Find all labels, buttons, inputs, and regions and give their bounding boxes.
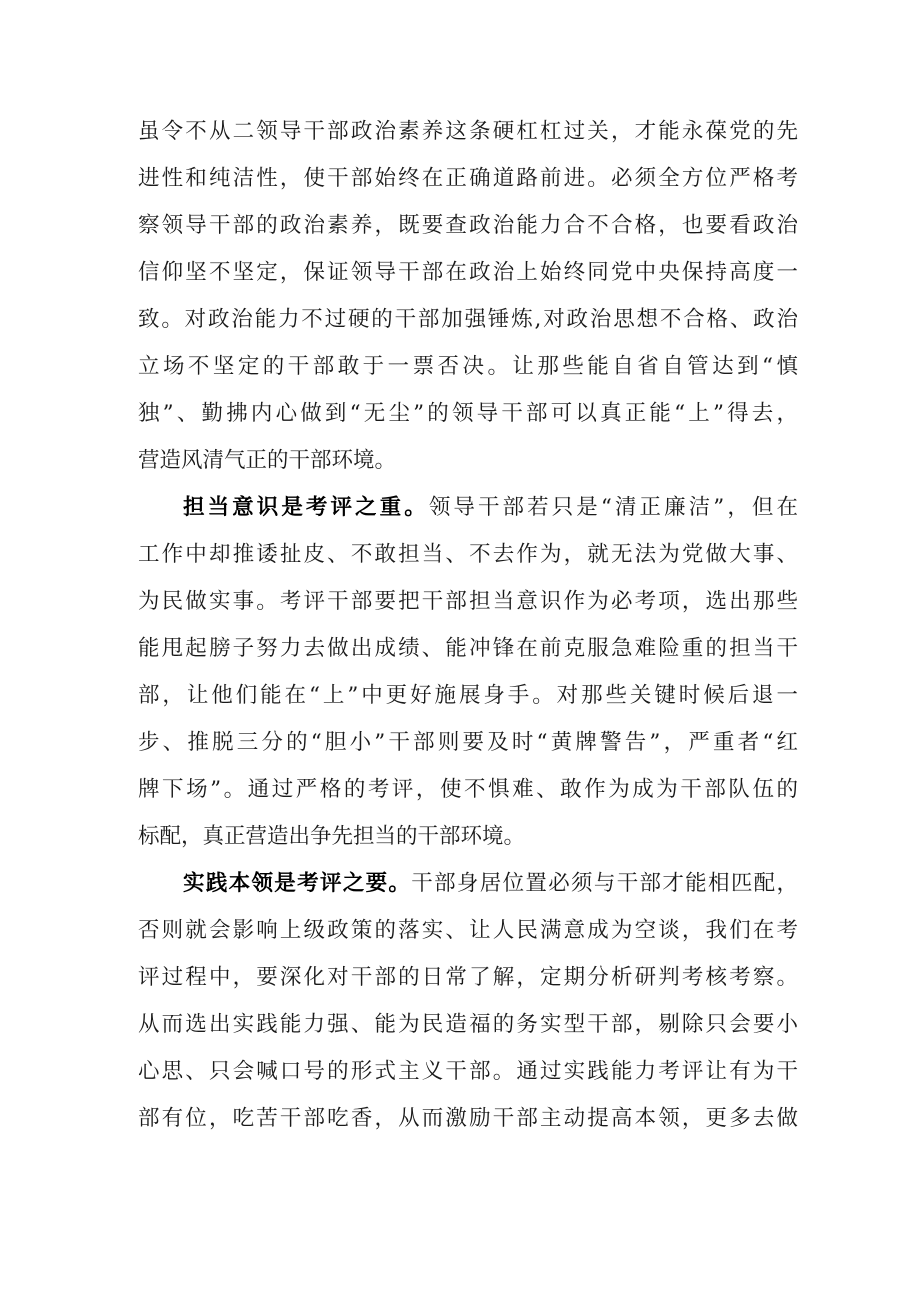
text-line: 信仰坚不坚定，保证领导干部在政治上始终同党中央保持高度一 bbox=[138, 260, 798, 285]
text-line: 为民做实事。考评干部要把干部担当意识作为必考项，选出那些 bbox=[138, 589, 798, 614]
text-line: 工作中却推诿扯皮、不敢担当、不去作为，就无法为党做大事、 bbox=[138, 542, 798, 567]
text-line: 牌下场”。通过严格的考评，使不惧难、敢作为成为干部队伍的 bbox=[138, 777, 798, 802]
text-line: 否则就会影响上级政策的落实、让人民满意成为空谈，我们在考 bbox=[138, 918, 798, 943]
text-line: 部有位，吃苦干部吃香，从而激励干部主动提高本领，更多去做 bbox=[138, 1106, 798, 1131]
text-span: 干部身居位置必须与干部才能相匹配， bbox=[411, 871, 798, 896]
text-line: 从而选出实践能力强、能为民造福的务实型干部，剔除只会要小 bbox=[138, 1012, 798, 1037]
text-line: 部，让他们能在“上”中更好施展身手。对那些关键时候后退一 bbox=[138, 683, 798, 708]
text-line: 营造风清气正的干部环境。 bbox=[138, 448, 397, 473]
text-line bbox=[138, 484, 798, 531]
paragraph-2 bbox=[138, 484, 798, 860]
text-line: 标配，真正营造出争先担当的干部环境。 bbox=[138, 824, 526, 849]
text-line: 进性和纯洁性，使干部始终在正确道路前进。必须全方位严格考 bbox=[138, 166, 798, 191]
text-span: 领导干部若只是“清正廉洁”，但在 bbox=[428, 495, 798, 520]
paragraph-heading: 实践本领是考评之要。 bbox=[183, 871, 412, 896]
text-line bbox=[138, 860, 798, 907]
text-line: 立场不坚定的干部敢于一票否决。让那些能自省自管达到“慎 bbox=[138, 354, 798, 379]
text-line: 能甩起膀子努力去做出成绩、能冲锋在前克服急难险重的担当干 bbox=[138, 636, 798, 661]
text-line: 致。对政治能力不过硬的干部加强锤炼,对政治思想不合格、政治 bbox=[138, 307, 798, 332]
text-line: 虽令不从二领导干部政治素养这条硬杠杠过关，才能永葆党的先 bbox=[138, 119, 798, 144]
text-line: 独”、勤拂内心做到“无尘”的领导干部可以真正能“上”得去， bbox=[138, 401, 798, 426]
document-page bbox=[138, 108, 798, 1142]
text-line: 察领导干部的政治素养，既要查政治能力合不合格，也要看政治 bbox=[138, 213, 798, 238]
paragraph-1 bbox=[138, 108, 798, 484]
text-line: 心思、只会喊口号的形式主义干部。通过实践能力考评让有为干 bbox=[138, 1059, 798, 1084]
text-line: 评过程中，要深化对干部的日常了解，定期分析研判考核考察。 bbox=[138, 965, 798, 990]
text-line: 步、推脱三分的“胆小”干部则要及时“黄牌警告”，严重者“红 bbox=[138, 730, 798, 755]
paragraph-3 bbox=[138, 860, 798, 1142]
paragraph-heading: 担当意识是考评之重。 bbox=[183, 495, 429, 520]
